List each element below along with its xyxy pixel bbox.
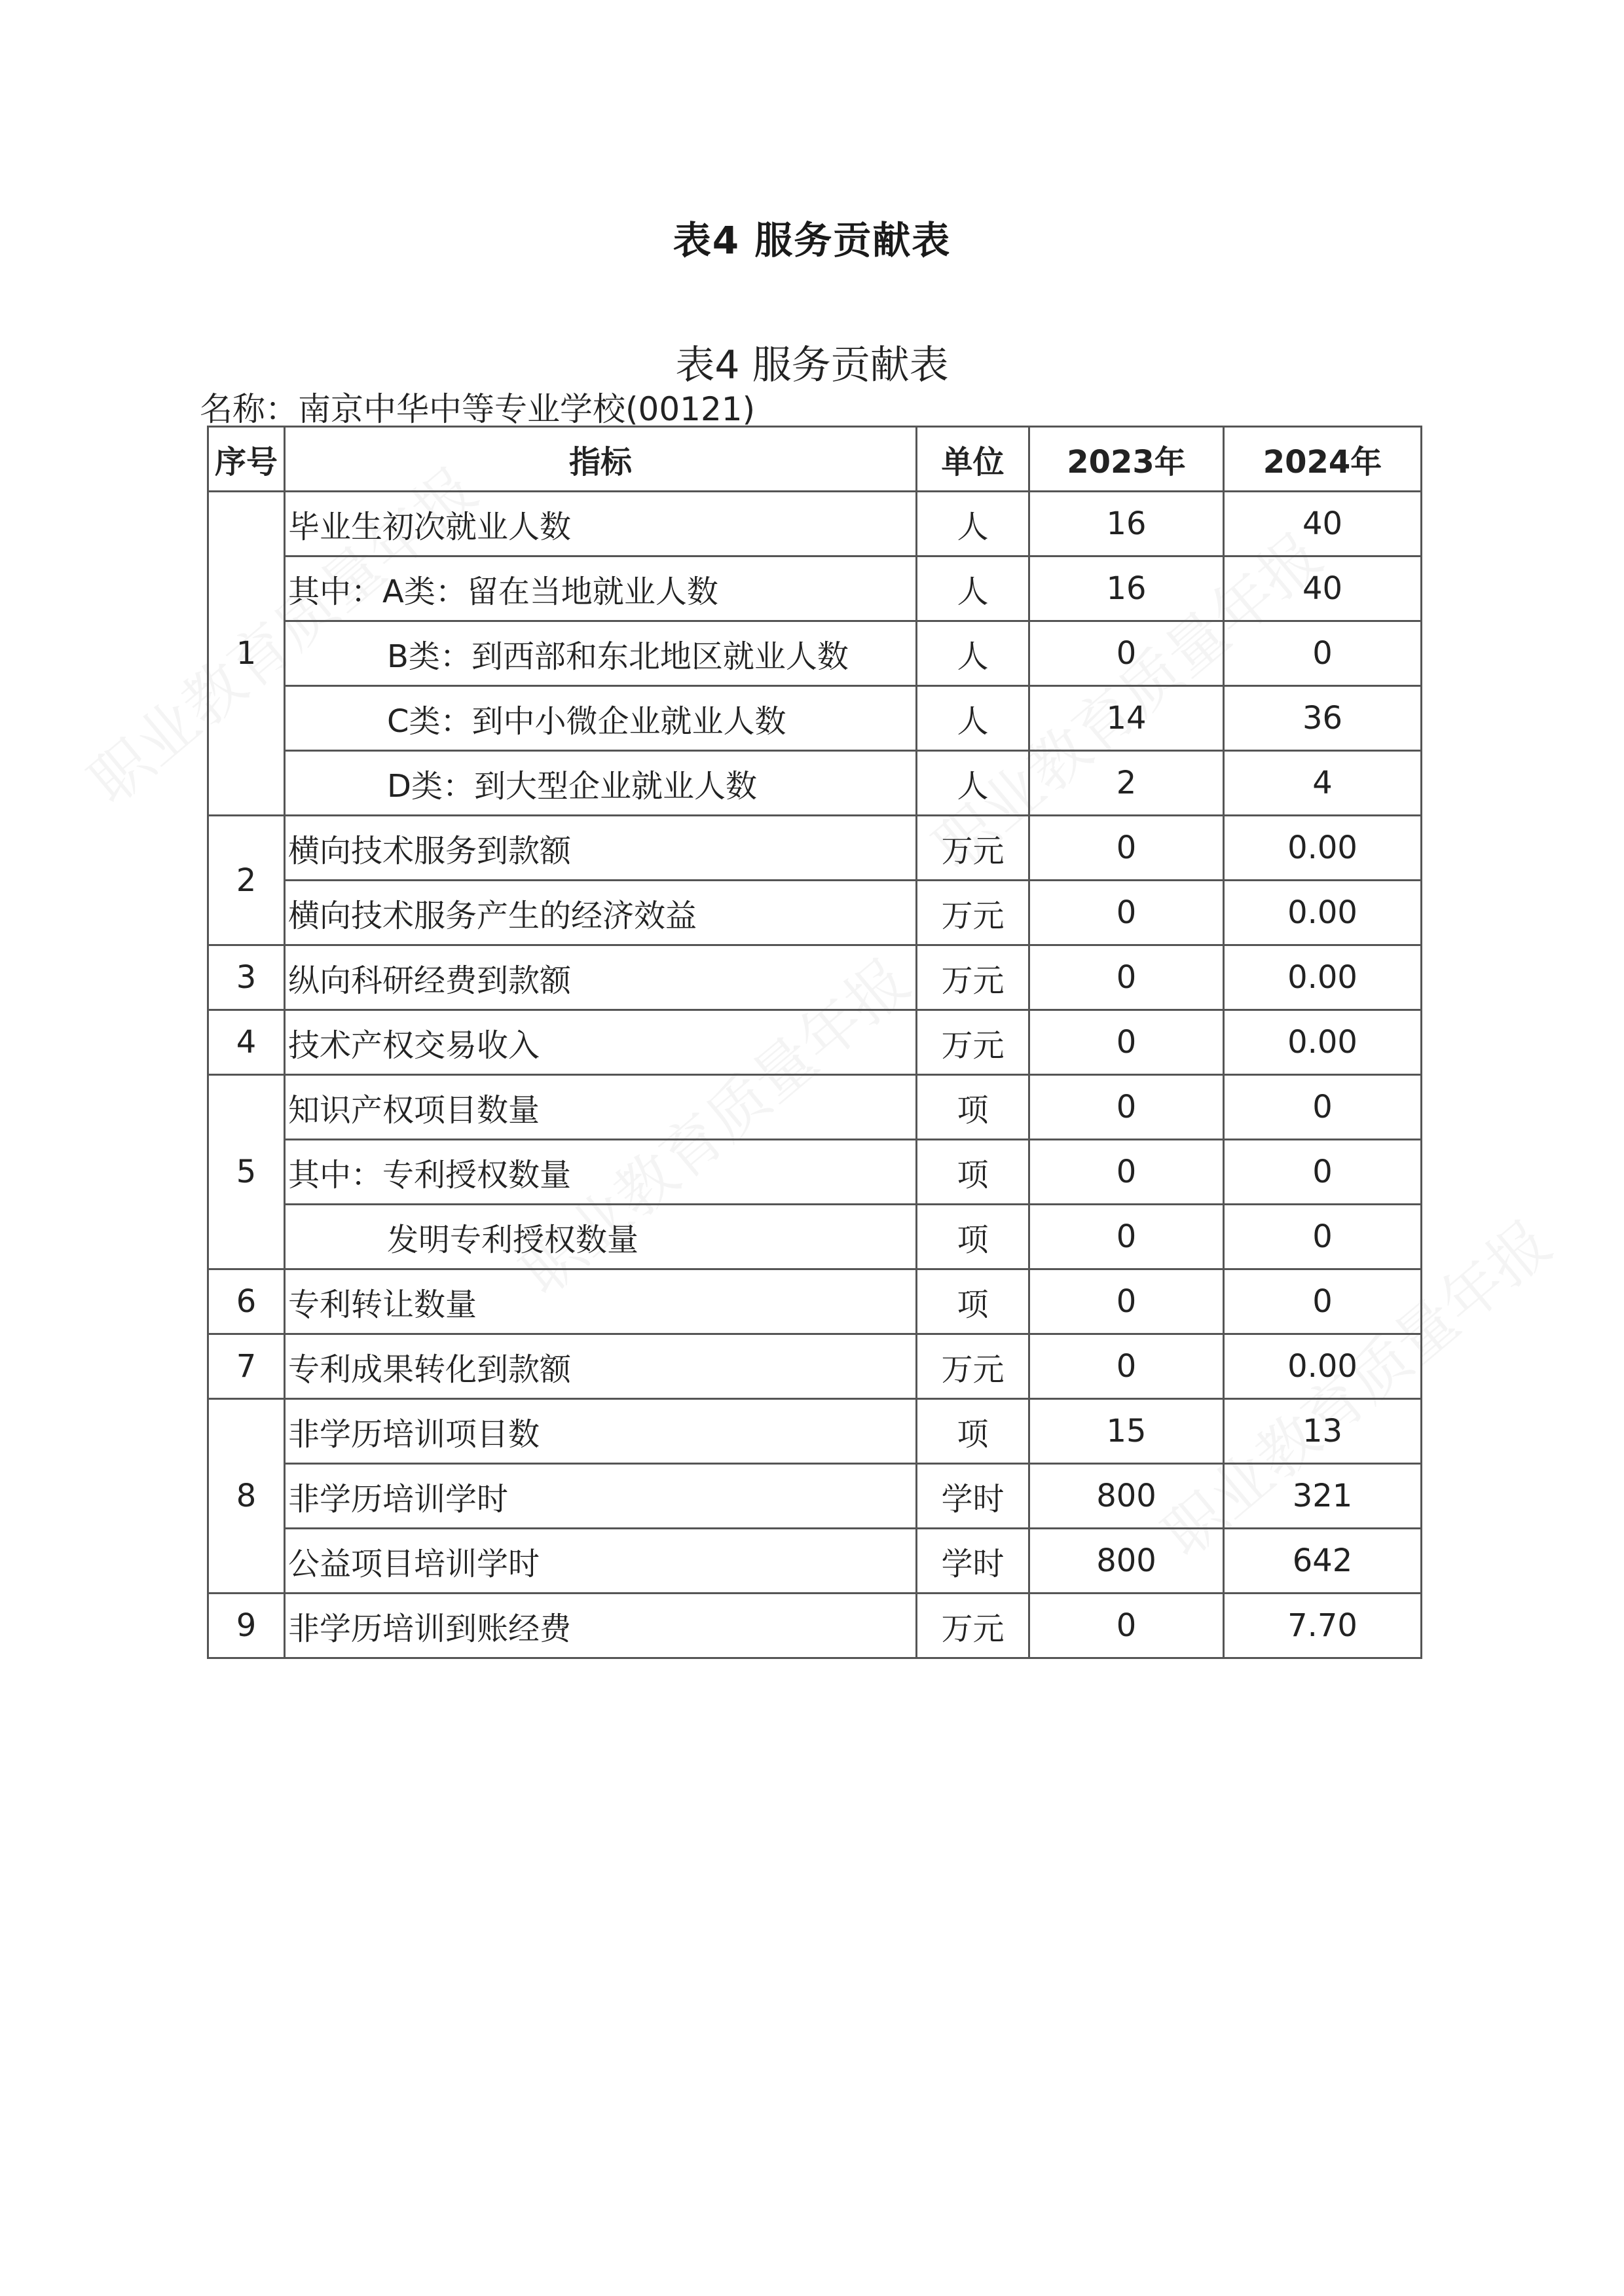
unit-cell: 项 (917, 1269, 1029, 1334)
unit-cell: 万元 (917, 1334, 1029, 1399)
unit-cell: 项 (917, 1399, 1029, 1464)
unit-cell: 万元 (917, 881, 1029, 945)
table-row (208, 1529, 1422, 1594)
unit-cell: 万元 (917, 816, 1029, 881)
seq-cell: 1 (208, 492, 285, 816)
unit-cell: 人 (917, 621, 1029, 686)
value-2024-cell: 0 (1224, 1205, 1422, 1269)
table-row (208, 1334, 1422, 1399)
unit-cell: 万元 (917, 945, 1029, 1010)
value-2023-cell: 2 (1029, 751, 1224, 816)
value-2024-cell: 36 (1224, 686, 1422, 751)
table-row (208, 1205, 1422, 1269)
unit-cell: 项 (917, 1205, 1029, 1269)
indicator-cell: 纵向科研经费到款额 (285, 945, 917, 1010)
value-2023-cell: 14 (1029, 686, 1224, 751)
indicator-cell: 非学历培训项目数 (285, 1399, 917, 1464)
value-2024-cell: 4 (1224, 751, 1422, 816)
value-2023-cell: 0 (1029, 621, 1224, 686)
indicator-cell: 横向技术服务到款额 (285, 816, 917, 881)
value-2023-cell: 0 (1029, 881, 1224, 945)
indicator-cell: B类：到西部和东北地区就业人数 (285, 621, 917, 686)
unit-cell: 万元 (917, 1594, 1029, 1658)
value-2023-cell: 800 (1029, 1529, 1224, 1594)
unit-cell: 万元 (917, 1010, 1029, 1075)
value-2023-cell: 0 (1029, 1334, 1224, 1399)
value-2023-cell: 0 (1029, 1010, 1224, 1075)
value-2023-cell: 0 (1029, 1205, 1224, 1269)
value-2024-cell: 40 (1224, 492, 1422, 556)
indicator-cell: 其中：专利授权数量 (285, 1140, 917, 1205)
table-row (208, 1075, 1422, 1140)
value-2024-cell: 642 (1224, 1529, 1422, 1594)
value-2024-cell: 0.00 (1224, 1010, 1422, 1075)
value-2024-cell: 0 (1224, 1269, 1422, 1334)
value-2023-cell: 0 (1029, 1075, 1224, 1140)
header-seq: 序号 (208, 427, 285, 492)
table-caption: 名称：南京中华中等专业学校(00121) (200, 390, 756, 428)
unit-cell: 人 (917, 556, 1029, 621)
indicator-cell: 非学历培训到账经费 (285, 1594, 917, 1658)
value-2024-cell: 13 (1224, 1399, 1422, 1464)
value-2023-cell: 800 (1029, 1464, 1224, 1529)
value-2024-cell: 0.00 (1224, 945, 1422, 1010)
seq-cell: 6 (208, 1269, 285, 1334)
table-row (208, 621, 1422, 686)
table-row (208, 881, 1422, 945)
value-2024-cell: 0.00 (1224, 1334, 1422, 1399)
unit-cell: 学时 (917, 1464, 1029, 1529)
seq-cell: 8 (208, 1399, 285, 1594)
service-contribution-table (207, 426, 1422, 1659)
indicator-cell: 专利转让数量 (285, 1269, 917, 1334)
unit-cell: 人 (917, 686, 1029, 751)
indicator-cell: 公益项目培训学时 (285, 1529, 917, 1594)
table-row (208, 492, 1422, 556)
value-2023-cell: 0 (1029, 1594, 1224, 1658)
header-indicator: 指标 (285, 427, 917, 492)
indicator-cell: 专利成果转化到款额 (285, 1334, 917, 1399)
value-2024-cell: 0.00 (1224, 816, 1422, 881)
indicator-cell: 横向技术服务产生的经济效益 (285, 881, 917, 945)
value-2024-cell: 321 (1224, 1464, 1422, 1529)
seq-cell: 4 (208, 1010, 285, 1075)
table-title: 表4 服务贡献表 (675, 342, 949, 388)
header-2024: 2024年 (1224, 427, 1422, 492)
indicator-cell: 其中：A类：留在当地就业人数 (285, 556, 917, 621)
table-row (208, 816, 1422, 881)
unit-cell: 项 (917, 1075, 1029, 1140)
unit-cell: 学时 (917, 1529, 1029, 1594)
table-row (208, 1399, 1422, 1464)
value-2023-cell: 16 (1029, 556, 1224, 621)
value-2024-cell: 40 (1224, 556, 1422, 621)
indicator-cell: 知识产权项目数量 (285, 1075, 917, 1140)
indicator-cell: C类：到中小微企业就业人数 (285, 686, 917, 751)
seq-cell: 9 (208, 1594, 285, 1658)
table-row (208, 1010, 1422, 1075)
value-2024-cell: 0.00 (1224, 881, 1422, 945)
seq-cell: 3 (208, 945, 285, 1010)
unit-cell: 人 (917, 751, 1029, 816)
value-2023-cell: 0 (1029, 1269, 1224, 1334)
table-row (208, 1594, 1422, 1658)
value-2023-cell: 0 (1029, 1140, 1224, 1205)
table-header-row (208, 427, 1422, 492)
value-2023-cell: 15 (1029, 1399, 1224, 1464)
table-row (208, 686, 1422, 751)
unit-cell: 项 (917, 1140, 1029, 1205)
header-unit: 单位 (917, 427, 1029, 492)
table-row (208, 1464, 1422, 1529)
indicator-cell: 非学历培训学时 (285, 1464, 917, 1529)
value-2023-cell: 16 (1029, 492, 1224, 556)
value-2024-cell: 7.70 (1224, 1594, 1422, 1658)
indicator-cell: 毕业生初次就业人数 (285, 492, 917, 556)
table-row (208, 945, 1422, 1010)
table-row (208, 556, 1422, 621)
indicator-cell: 技术产权交易收入 (285, 1010, 917, 1075)
table-row (208, 1269, 1422, 1334)
table-row (208, 1140, 1422, 1205)
indicator-cell: 发明专利授权数量 (285, 1205, 917, 1269)
value-2024-cell: 0 (1224, 1140, 1422, 1205)
unit-cell: 人 (917, 492, 1029, 556)
document-heading: 表4 服务贡献表 (673, 218, 951, 263)
indicator-cell: D类：到大型企业就业人数 (285, 751, 917, 816)
seq-cell: 7 (208, 1334, 285, 1399)
value-2024-cell: 0 (1224, 1075, 1422, 1140)
value-2024-cell: 0 (1224, 621, 1422, 686)
value-2023-cell: 0 (1029, 816, 1224, 881)
header-2023: 2023年 (1029, 427, 1224, 492)
seq-cell: 2 (208, 816, 285, 945)
table-row (208, 751, 1422, 816)
seq-cell: 5 (208, 1075, 285, 1269)
value-2023-cell: 0 (1029, 945, 1224, 1010)
